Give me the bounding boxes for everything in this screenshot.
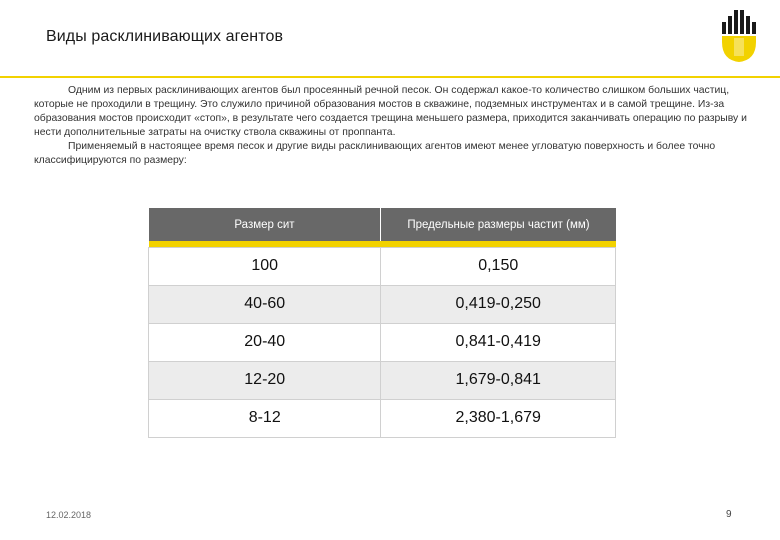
footer-date: 12.02.2018 [46, 510, 92, 520]
paragraph-intro: Одним из первых расклинивающих агентов был просеянный речной песок. Он содержал какое-то количество слишком больших частиц, которые не проходили в трещину. Это служило причиной образования мостов в скважине, подземных инструментах и в самой трещине. Из-за образования мостов происходит «стоп», в результате чего создается трещина меньшего размера, приходится заканчивать операцию по разрыву и нести дополнительные затраты на очистку ствола скважины от проппанта. [34, 85, 747, 138]
particle-size-cell: 2,380-1,679 [381, 399, 616, 437]
particle-size-cell: 0,419-0,250 [381, 285, 616, 323]
sieve-size-cell: 20-40 [149, 323, 381, 361]
table-row [149, 361, 616, 399]
rosneft-logo-icon [718, 8, 762, 64]
table-row [149, 285, 616, 323]
particle-size-cell: 0,841-0,419 [381, 323, 616, 361]
header-particle-size: Предельные размеры частит (мм) [381, 208, 616, 241]
sieve-size-cell: 12-20 [149, 361, 381, 399]
table-row [149, 323, 616, 361]
header-sieve-size: Размер сит [149, 208, 381, 241]
title-divider [0, 76, 780, 78]
slide-title: Виды расклинивающих агентов [46, 28, 284, 45]
body-text [34, 84, 760, 168]
page-number: 9 [726, 509, 732, 520]
sieve-size-cell: 100 [149, 247, 381, 285]
table-header-row [149, 208, 616, 241]
table-row [149, 247, 616, 285]
particle-size-cell: 0,150 [381, 247, 616, 285]
table-row [149, 399, 616, 437]
sieve-size-table [148, 208, 616, 438]
particle-size-cell: 1,679-0,841 [381, 361, 616, 399]
sieve-size-cell: 40-60 [149, 285, 381, 323]
sieve-size-cell: 8-12 [149, 399, 381, 437]
paragraph-current-practice: Применяемый в настоящее время песок и другие виды расклинивающих агентов имеют менее угловатую поверхность и более точно классифицируются по размеру: [34, 141, 716, 166]
